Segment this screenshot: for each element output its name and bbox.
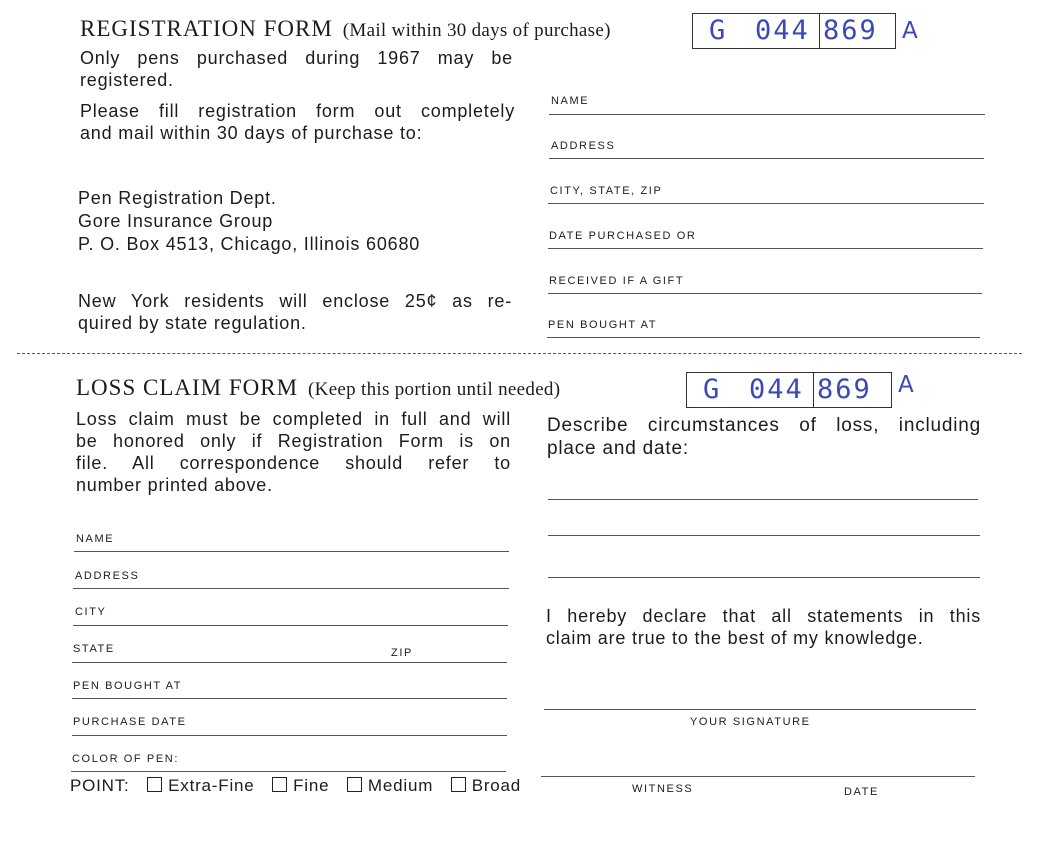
loss-serial-suffix: A bbox=[898, 372, 914, 398]
reg-name-line[interactable] bbox=[549, 114, 985, 115]
reg-city-state-zip-line[interactable] bbox=[548, 203, 984, 204]
loss-purchase-date-line[interactable] bbox=[72, 735, 507, 736]
mailing-address: Pen Registration Dept. Gore Insurance Group P. O. Box 4513, Chicago, Illinois 60680 bbox=[78, 188, 421, 254]
loss-zip-label: ZIP bbox=[391, 647, 413, 659]
reg-date-purchased-label: DATE PURCHASED OR bbox=[549, 230, 697, 242]
loss-state-zip-line[interactable] bbox=[72, 662, 507, 663]
broad-checkbox[interactable] bbox=[451, 777, 466, 792]
reg-received-gift-label: RECEIVED IF A GIFT bbox=[549, 275, 685, 287]
registration-instructions-text: Please fill registration form out completely and mail within 30 days of purchase to: bbox=[80, 101, 515, 143]
date-label: DATE bbox=[844, 786, 879, 798]
perforation-line bbox=[17, 353, 1022, 354]
loss-serial-box bbox=[686, 372, 892, 408]
registration-serial-box bbox=[692, 13, 896, 49]
loss-address-label: ADDRESS bbox=[75, 570, 140, 582]
registration-mail-note: (Mail within 30 days of purchase) bbox=[342, 20, 611, 41]
registration-serial-part2: 869 bbox=[823, 15, 878, 46]
loss-city-line[interactable] bbox=[73, 625, 508, 626]
reg-received-gift-line[interactable] bbox=[548, 293, 982, 294]
witness-label: WITNESS bbox=[632, 783, 694, 795]
reg-address-line[interactable] bbox=[549, 158, 984, 159]
reg-name-label: NAME bbox=[551, 95, 590, 107]
declaration-text: I hereby declare that all statements in this claim are true to the best of my knowledge. bbox=[546, 606, 981, 648]
loss-pen-bought-at-line[interactable] bbox=[72, 698, 507, 699]
circumstances-line-2[interactable] bbox=[548, 535, 980, 536]
fine-checkbox[interactable] bbox=[272, 777, 287, 792]
extra-fine-checkbox[interactable] bbox=[147, 777, 162, 792]
extra-fine-label: Extra-Fine bbox=[168, 776, 255, 795]
describe-circumstances-text: Describe circumstances of loss, including place and date: bbox=[547, 415, 981, 459]
signature-line[interactable] bbox=[544, 709, 976, 710]
loss-name-label: NAME bbox=[76, 533, 115, 545]
loss-claim-instructions: Loss claim must be completed in full and will be honored only if Registration Form is on file. All correspondence should refer to number printed above. bbox=[76, 409, 511, 495]
registration-serial-suffix: A bbox=[902, 18, 918, 44]
loss-address-line[interactable] bbox=[73, 588, 509, 589]
registration-serial-divider bbox=[819, 14, 820, 48]
medium-checkbox[interactable] bbox=[347, 777, 362, 792]
loss-serial-part1: 044 bbox=[749, 374, 804, 405]
loss-serial-part2: 869 bbox=[817, 374, 872, 405]
loss-purchase-date-label: PURCHASE DATE bbox=[73, 716, 187, 728]
loss-serial-letter: G bbox=[703, 374, 720, 405]
new-york-notice: New York residents will enclose 25¢ as re- quired by state regulation. bbox=[78, 291, 512, 333]
loss-serial-divider bbox=[813, 373, 814, 407]
broad-label: Broad bbox=[471, 776, 522, 795]
reg-date-purchased-line[interactable] bbox=[548, 248, 983, 249]
loss-color-of-pen-label: COLOR OF PEN: bbox=[72, 753, 179, 765]
registration-heading bbox=[80, 16, 611, 42]
loss-pen-bought-at-label: PEN BOUGHT AT bbox=[73, 680, 183, 692]
reg-city-state-zip-label: CITY, STATE, ZIP bbox=[550, 185, 663, 197]
registration-serial-part1: 044 bbox=[755, 15, 810, 46]
point-options bbox=[70, 776, 521, 796]
loss-name-line[interactable] bbox=[74, 551, 509, 552]
medium-label: Medium bbox=[367, 776, 434, 795]
loss-claim-heading bbox=[76, 375, 560, 401]
reg-pen-bought-at-label: PEN BOUGHT AT bbox=[548, 319, 658, 331]
registration-serial-letter: G bbox=[709, 15, 726, 46]
fine-label: Fine bbox=[293, 776, 330, 795]
loss-city-label: CITY bbox=[75, 606, 107, 618]
witness-date-line[interactable] bbox=[541, 776, 975, 777]
reg-pen-bought-at-line[interactable] bbox=[547, 337, 980, 338]
loss-state-label: STATE bbox=[73, 643, 115, 655]
circumstances-line-1[interactable] bbox=[548, 499, 978, 500]
circumstances-line-3[interactable] bbox=[548, 577, 980, 578]
point-label: POINT: bbox=[70, 776, 130, 795]
registration-eligibility-text: Only pens purchased during 1967 may be registered. bbox=[80, 48, 513, 90]
reg-address-label: ADDRESS bbox=[551, 140, 616, 152]
loss-claim-keep-note: (Keep this portion until needed) bbox=[308, 379, 561, 400]
loss-claim-title: LOSS CLAIM FORM bbox=[76, 375, 299, 400]
your-signature-label: YOUR SIGNATURE bbox=[690, 716, 811, 728]
loss-color-of-pen-line[interactable] bbox=[71, 771, 506, 772]
registration-title: REGISTRATION FORM bbox=[80, 16, 333, 41]
